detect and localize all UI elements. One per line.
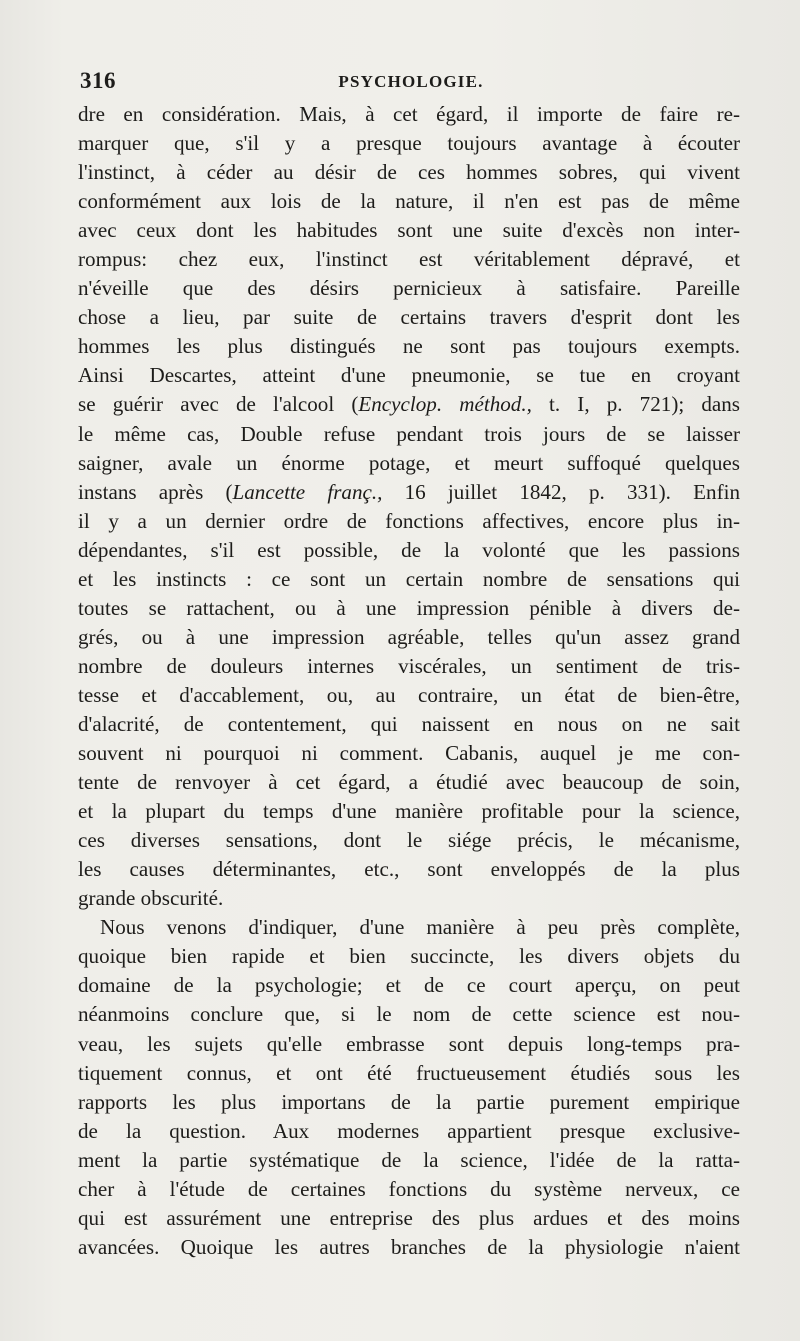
text-line: toutes se rattachent, ou à une impression pénible à divers de- [78, 595, 740, 620]
text-line: tente de renvoyer à cet égard, a étudié avec beaucoup de soin, [78, 770, 740, 795]
text-line: hommes les plus distingués ne sont pas toujours exempts. [78, 334, 740, 359]
text-line: saigner, avale un énorme potage, et meurt suffoqué quelques [78, 450, 740, 475]
text-line-with-citation [78, 478, 740, 507]
line-text: 16 juillet 1842, p. 331). Enfin [382, 479, 741, 504]
text-line: qui est assurément une entreprise des plus ardues et des moins [78, 1205, 740, 1230]
text-line: ces diverses sensations, dont le siége précis, le mécanisme, [78, 828, 740, 853]
text-line: cher à l'étude de certaines fonctions du système nerveux, ce [78, 1176, 740, 1201]
text-line-with-citation [78, 390, 740, 419]
text-line: ment la partie systématique de la science, l'idée de la ratta- [78, 1147, 740, 1172]
text-line: chose a lieu, par suite de certains travers d'esprit dont les [78, 305, 740, 330]
text-line: nombre de douleurs internes viscérales, un sentiment de tris- [78, 653, 740, 678]
body-text [78, 100, 740, 1262]
text-line: marquer que, s'il y a presque toujours avantage à écouter [78, 131, 740, 156]
text-line: néanmoins conclure que, si le nom de cette science est nou- [78, 1002, 740, 1027]
text-line: domaine de la psychologie; et de ce court aperçu, on peut [78, 973, 740, 998]
citation-title: Encyclop. méthod., [358, 392, 532, 417]
paragraph-end-line: grande obscurité. [78, 886, 224, 911]
text-line: et les instincts : ce sont un certain nombre de sensations qui [78, 566, 740, 591]
text-line: rompus: chez eux, l'instinct est véritablement dépravé, et [78, 247, 740, 272]
text-line: conformément aux lois de la nature, il n'en est pas de même [78, 189, 740, 214]
text-line: l'instinct, à céder au désir de ces hommes sobres, qui vivent [78, 160, 740, 185]
line-text: se guérir avec de l'alcool ( [78, 392, 359, 417]
text-line: le même cas, Double refuse pendant trois jours de se laisser [78, 421, 740, 446]
text-line: d'alacrité, de contentement, qui naissent en nous on ne sait [78, 711, 740, 736]
text-line: veau, les sujets qu'elle embrasse sont depuis long-temps pra- [78, 1031, 740, 1056]
text-line: Ainsi Descartes, atteint d'une pneumonie, se tue en croyant [78, 363, 740, 388]
text-line: dre en considération. Mais, à cet égard, il importe de faire re- [78, 102, 740, 126]
line-text: t. I, p. 721); dans [531, 392, 741, 417]
text-line: de la question. Aux modernes appartient presque exclusive- [78, 1118, 740, 1143]
text-line: avancées. Quoique les autres branches de la physiologie n'aient [78, 1234, 740, 1259]
text-line: il y a un dernier ordre de fonctions affectives, encore plus in- [78, 508, 740, 533]
text-line: souvent ni pourquoi ni comment. Cabanis, auquel je me con- [78, 741, 740, 766]
text-line: n'éveille que des désirs pernicieux à satisfaire. Pareille [78, 276, 740, 301]
line-text: instans après ( [78, 479, 233, 504]
text-line: grés, ou à une impression agréable, telles qu'un assez grand [78, 624, 740, 649]
paragraph-start-line: Nous venons d'indiquer, d'une manière à peu près complète, [100, 915, 740, 940]
text-line: les causes déterminantes, etc., sont enveloppés de la plus [78, 857, 740, 882]
text-line: et la plupart du temps d'une manière profitable pour la science, [78, 799, 740, 824]
page-number: 316 [80, 68, 116, 93]
text-line: tiquement connus, et ont été fructueusement étudiés sous les [78, 1060, 740, 1085]
text-line: avec ceux dont les habitudes sont une suite d'excès non inter- [78, 218, 740, 243]
citation-title: Lancette franç., [232, 479, 383, 504]
text-line: quoique bien rapide et bien succincte, les divers objets du [78, 944, 740, 969]
text-line: rapports les plus importans de la partie purement empirique [78, 1089, 740, 1114]
text-line: dépendantes, s'il est possible, de la volonté que les passions [78, 537, 740, 562]
running-title: PSYCHOLOGIE. [338, 72, 484, 91]
text-line: tesse et d'accablement, ou, au contraire, un état de bien-être, [78, 682, 740, 707]
